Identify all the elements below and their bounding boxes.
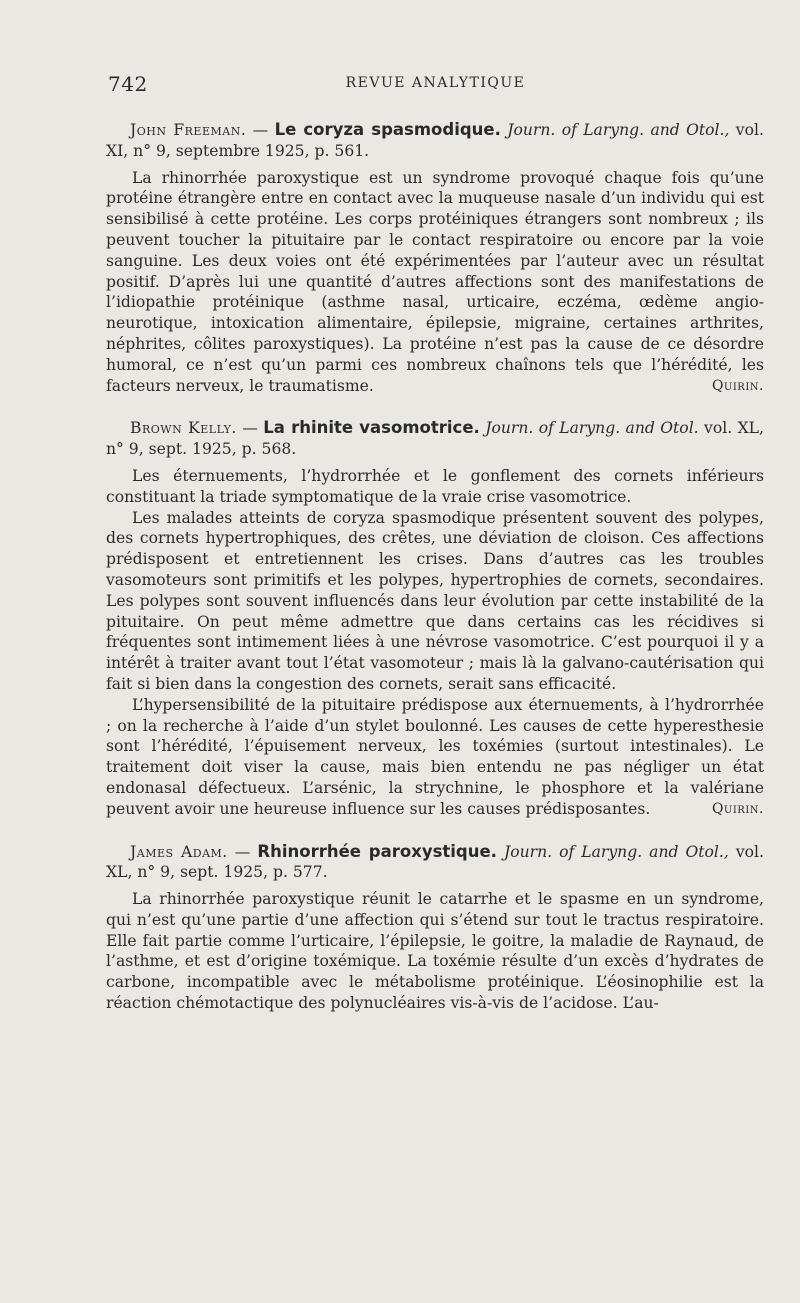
review-author: Brown Kelly. (130, 419, 237, 438)
article-title: Le coryza spasmodique. (274, 120, 501, 139)
review-reference (106, 842, 764, 884)
review-entry (106, 418, 764, 819)
review-paragraph: Les éternuements, l’hydrorrhée et le gonflement des cornets inférieurs constituant la triade symptomatique de la vraie crise vasomotrice. (106, 466, 764, 506)
citation: vol. XI, n° 9, septembre 1925, p. 561. (106, 121, 764, 160)
dash: — (236, 419, 264, 438)
page-number: 742 (108, 72, 148, 96)
citation: vol. XL, n° 9, sept. 1925, p. 568. (106, 419, 764, 459)
journal-name: Journ. of Laryng. and Otol., (507, 121, 730, 139)
review-paragraph: Les malades atteints de coryza spasmodique présentent souvent des polypes, des cornets hypertrophiques, des crêtes, une déviation de cloison. Ces affections prédisposent et entretiennent les crises. Dans d’autres cas les troubles vasomoteurs sont primitifs et les polypes, hypertrophies de cornets, secondaires. Les polypes sont souvent influencés dans leur évolution par cette instabilité de la pituitaire. On peut même admettre que dans certains cas les récidives si fréquentes sont intimement liées à une névrose vasomotrice. C’est pourquoi il y a intérêt à traiter avant tout l’état vasomoteur ; mais là la galvano-cautérisation qui fait si bien dans la congestion des cornets, serait sans efficacité. (106, 508, 764, 693)
journal-name: Journ. of Laryng. and Otol. (485, 419, 699, 438)
citation: vol. XL, n° 9, sept. 1925, p. 577. (106, 842, 764, 882)
review-reference (106, 418, 764, 460)
reviewer-signature: Quirin. (711, 377, 764, 394)
dash: — (227, 842, 258, 861)
review-paragraph: L’hypersensibilité de la pituitaire prédispose aux éternuements, à l’hydrorrhée ; on la recherche à l’aide d’un stylet boulonné. Les causes de cette hyperesthesie sont l’hérédité, l’épuisement nerveux, les toxémies (surtout intestinales). Le traitement doit viser la cause, mais bien entendu ne pas négliger un état endonasal défectueux. L’arsénic, la strychnine, le phosphore et la valériane peuvent avoir une heureuse influence sur les causes prédisposantes. Quirin. (106, 695, 764, 818)
journal-name: Journ. of Laryng. and Otol., (503, 842, 729, 861)
dash: — (246, 121, 275, 139)
article-title: La rhinite vasomotrice. (263, 418, 480, 438)
article-title: Rhinorrhée paroxystique. (257, 841, 497, 861)
review-paragraph: La rhinorrhée paroxystique réunit le catarrhe et le spasme en un syndrome, qui n’est qu’une partie d’une affection qui s’étend sur tout le tractus respiratoire. Elle fait partie comme l’urticaire, l’épilepsie, le goitre, la maladie de Raynaud, de l’asthme, et est d’origine toxémique. La toxémie résulte d’un excès d’hydrates de carbone, incompatible avec le métabolisme protéinique. L’éosinophilie est la réaction chémotactique des polynucléaires vis-à-vis de l’acidose. L’au- (106, 890, 764, 1013)
review-reference (106, 120, 764, 162)
reviewer-signature: Quirin. (711, 800, 764, 817)
review-author: John Freeman. (130, 121, 247, 139)
review-entry (106, 120, 764, 396)
review-paragraph: La rhinorrhée paroxystique est un syndrome provoqué chaque fois qu’une protéine étrangère entre en contact avec la muqueuse nasale d’un individu qui est sensibilisé à cette protéine. Les corps protéiniques étrangers sont nombreux ; ils peuvent toucher la pituitaire par le contact respiratoire ou encore par la voie sanguine. Les deux voies ont été expérimentées par l’auteur avec un résultat positif. D’après lui une quantité d’autres affections sont des manifestations de l’idiopathie protéinique (asthme nasal, urticaire, eczéma, œdème angio-neurotique, intoxication alimentaire, épilepsie, migraine, certaines arthrites, néphrites, côlites paroxystiques). La protéine n’est pas la cause de ce désordre humoral, ce n’est qu’un parmi ces nombreux chaînons tels que l’hérédité, les facteurs nerveux, le traumatisme. Quirin. (106, 168, 764, 395)
running-title: REVUE ANALYTIQUE (345, 75, 526, 91)
page-header (108, 72, 763, 98)
page-content (106, 120, 764, 1036)
review-entry (106, 842, 764, 1014)
review-author: James Adam. (130, 842, 228, 861)
